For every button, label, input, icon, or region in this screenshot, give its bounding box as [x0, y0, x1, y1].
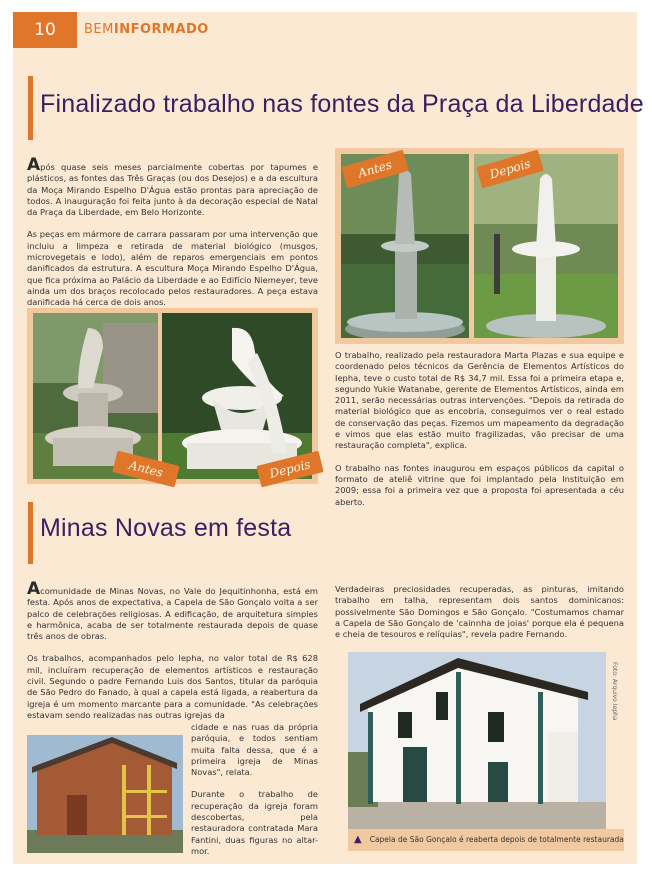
article1-paragraph-2: As peças em mármore de carrara passaram por uma intervenção que incluiu a limpeza e retirada de material biológico (musgos, microvegetais e lodo), além de reparos emergenciais em pontos danificados da estrutura. A escultura Moça Mirando Espelho D'Água, que fica próxima ao Palácio da Liberdade e ao Edifício Niemeyer, teve ainda um dos braços recolocado pelos restauradores. A peça estava danificada há cerca de dois anos. [27, 229, 318, 308]
article2-paragraph-3: Durante o trabalho de recuperação da igreja foram descobertas, pela restauradora contratada Mara Fantini, duas figuras no altar-mor. [191, 789, 318, 856]
photo-moca-after [162, 313, 312, 479]
article2-paragraph-2-continued: cidade e nas ruas da própria paróquia, e todos sentiam muita falta dessa, que é a primeira igreja de Minas Novas", relata. [191, 722, 318, 778]
article1-body-left [27, 155, 318, 320]
after-tag-fountain: Depois [476, 150, 544, 189]
article2-paragraph-1: comunidade de Minas Novas, no Vale do Jequitinhonha, está em festa. Após anos de expectativa, a Capela de São Gonçalo volta a ser palco de celebrações religiosas. A edificação, de arquitetura simples e harmônica, acaba de ser totalmente restaurada depois de quase três anos de obras. [27, 586, 318, 642]
article1-paragraph-1: pós quase seis meses parcialmente cobertas por tapumes e plásticos, as fontes das Três Graças (ou dos Desejos) e a da escultura da Moça Mirando Espelho D'Água estão prontas para apreciação de todos. A inauguração foi feita junto à da decoração especial de Natal da Praça da Liberdade, em Belo Horizonte. [27, 162, 318, 218]
chapel-caption-text: Capela de São Gonçalo é reaberta depois de totalmente restaurada [369, 835, 624, 844]
article2-body-left-narrow [191, 722, 318, 868]
article2-paragraph-2: Os trabalhos, acompanhados pelo Iepha, no valor total de R$ 628 mil, incluíram recuperação de elementos artísticos e restauração civil. Segundo o padre Fernando Luis dos Santos, titular da paróquia de São Pedro do Fanado, à qual a capela está ligada, a reabertura da igreja é um momento marcante para a comunidade. "As celebrações estavam sendo realizadas nas outras igrejas da [27, 653, 318, 720]
chapel-caption [348, 829, 624, 851]
headline-accent-bar-2 [28, 502, 33, 564]
section-label-prefix: BEM [84, 22, 114, 37]
article1-dropcap: A [27, 155, 41, 175]
photo-credit: Foto: Arquivo Iepha [611, 662, 618, 721]
article2-paragraph-4: Verdadeiras preciosidades recuperadas, as pinturas, imitando trabalho em talha, representam dois santos dominicanos: possivelmente São Domingos e São Gonçalo. "Costumamos chamar a Capela de São Gonçalo de 'cainnha de joias' porque ela é pequena e cheia de tesouros e relíquias", revela padre Fernando. [335, 584, 624, 640]
section-label [84, 22, 209, 37]
photo-chapel-under-restoration [27, 735, 183, 853]
article1-body-right [335, 350, 624, 519]
page-number: 10 [13, 12, 77, 48]
article1-paragraph-3: O trabalho, realizado pela restauradora Marta Plazas e sua equipe e coordenado pelos técnicos da Gerência de Elementos Artísticos do Iepha, teve o custo total de R$ 34,7 mil. Essa foi a primeira etapa e, segundo Yukie Watanabe, gerente de Elementos Artísticos, ainda em 2011, serão necessárias outras intervenções. "Depois da retirada do material biológico que as encobria, conseguimos ver o real estado de conservação das peças. Fizemos um mapeamento da degradação e vimos que elas estão muito fragilizadas, vão precisar de uma restauração completa", explica. [335, 350, 624, 451]
article1-title: Finalizado trabalho nas fontes da Praça da Liberdade [40, 90, 644, 118]
before-tag-fountain: Antes [341, 150, 409, 189]
article2-body-right [335, 584, 624, 651]
caption-arrow-icon: ▲ [354, 834, 362, 845]
article1-paragraph-4: O trabalho nas fontes inaugurou em espaços públicos da capital o formato de ateliê vitrine que foi implantado pela Instituição em 2009; essa foi a primeira vez que a proposta foi apresentada a céu aberto. [335, 462, 624, 507]
article2-title: Minas Novas em festa [40, 514, 292, 542]
article2-body-left [27, 579, 318, 732]
photo-moca-before [33, 313, 158, 479]
before-tag: Antes [112, 451, 179, 488]
after-tag: Depois [256, 451, 323, 488]
headline-accent-bar [28, 76, 33, 140]
article2-dropcap: A [27, 579, 41, 599]
section-label-suffix: INFORMADO [113, 22, 209, 37]
photo-chapel-restored [348, 652, 606, 829]
